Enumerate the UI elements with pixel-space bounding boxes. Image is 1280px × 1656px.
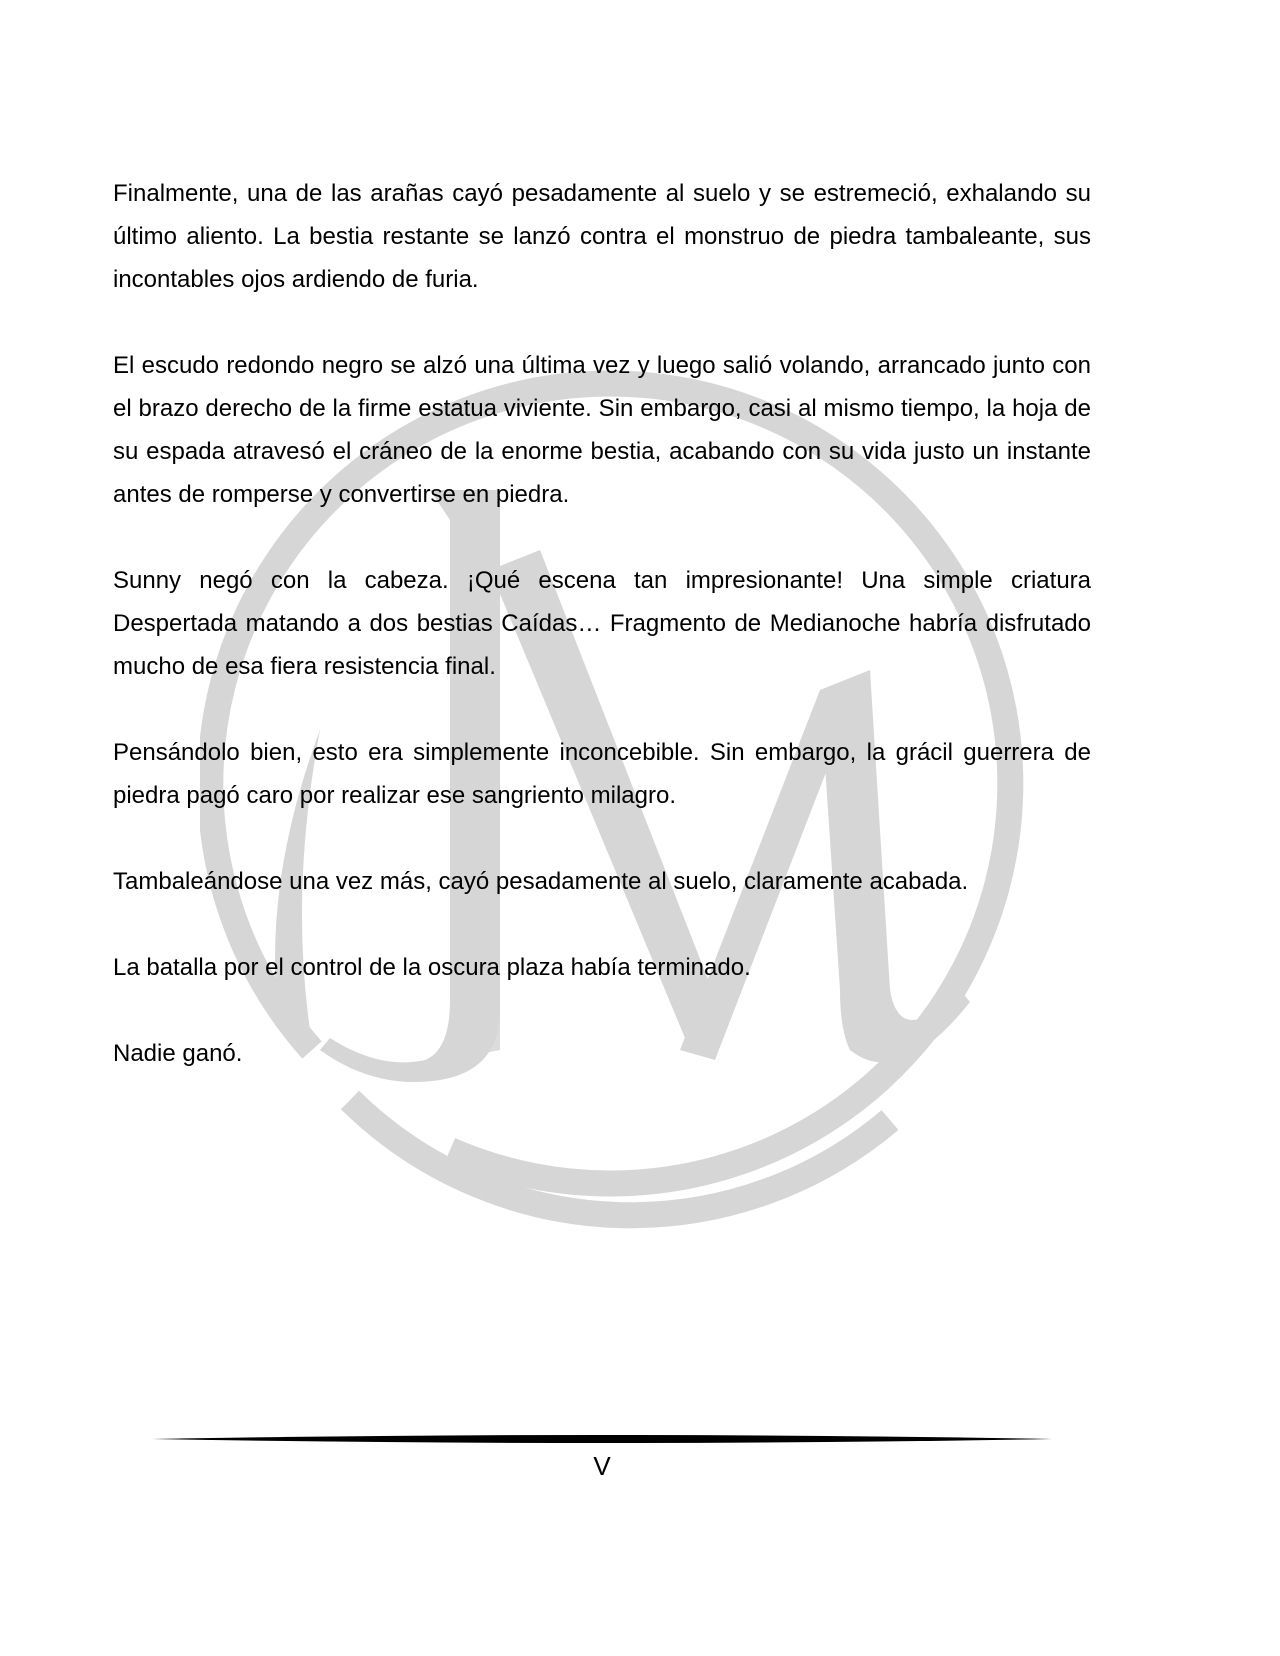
- paragraph-5: Tambaleándose una vez más, cayó pesadamente al suelo, claramente acabada.: [113, 868, 969, 895]
- paragraph-3: Sunny negó con la cabeza. ¡Qué escena tan impresionante! Una simple criatura Despertada matando a dos bestias Caídas… Fragmento de Medianoche habría disfrutado mucho de esa fiera resistencia final.: [113, 567, 1091, 680]
- paragraph-6: La batalla por el control de la oscura plaza había terminado.: [113, 954, 751, 981]
- paragraph-4: Pensándolo bien, esto era simplemente inconcebible. Sin embargo, la grácil guerrera de piedra pagó caro por realizar ese sangriento milagro.: [113, 739, 1091, 809]
- paragraph-2: El escudo redondo negro se alzó una última vez y luego salió volando, arrancado junto con el brazo derecho de la firme estatua viviente. Sin embargo, casi al mismo tiempo, la hoja de su espada atravesó el cráneo de la enorme bestia, acabando con su vida justo un instante antes de romperse y convertirse en piedra.: [113, 352, 1091, 508]
- footer-divider: [152, 1434, 1052, 1444]
- document-body: [113, 172, 1091, 1118]
- paragraph-1: Finalmente, una de las arañas cayó pesadamente al suelo y se estremeció, exhalando su último aliento. La bestia restante se lanzó contra el monstruo de piedra tambaleante, sus incontables ojos ardiendo de furia.: [113, 180, 1091, 293]
- page-number: V: [593, 1451, 611, 1481]
- paragraph-7: Nadie ganó.: [113, 1040, 243, 1067]
